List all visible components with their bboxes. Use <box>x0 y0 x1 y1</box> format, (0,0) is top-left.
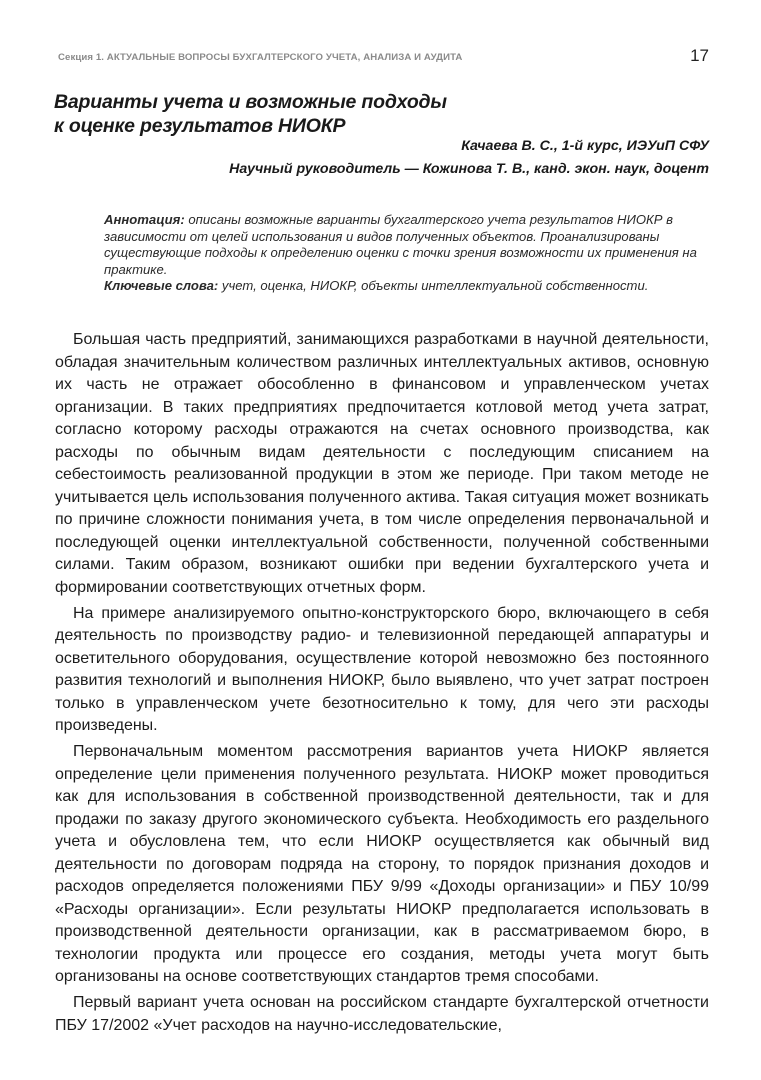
page-number: 17 <box>690 46 709 65</box>
article-title <box>54 90 447 138</box>
paragraph: Большая часть предприятий, занимающихся разработками в научной деятельности, обладая значительным количеством различных интеллектуальных активов, основную их часть не отражает обособленно в финансовом и управленческом учетах организации. В таких предприятиях предпочитается котловой метод учета затрат, согласно которому расходы отражаются на счетах основного производства, как расходы по обычным видам деятельности с последующим списанием на себестоимость реализованной продукции в этом же периоде. При таком методе не учитывается цель использования полученного актива. Такая ситуация может возникать по причине сложности понимания учета, в том числе определения первоначальной и последующей оценки интеллектуальной собственности, полученной собственными силами. Таким образом, возникают ошибки при ведении бухгалтерского учета и формировании соответствующих отчетных форм. <box>55 331 709 596</box>
keywords-text: учет, оценка, НИОКР, объекты интеллектуальной собственности. <box>218 278 649 294</box>
title-line-2: к оценке результатов НИОКР <box>54 115 346 137</box>
author-line: Качаева В. С., 1-й курс, ИЭУиП СФУ <box>461 138 709 154</box>
keywords-label: Ключевые слова: <box>104 278 219 294</box>
paragraph: На примере анализируемого опытно-конструкторского бюро, включающего в себя деятельность по производству радио- и телевизионной передающей аппаратуры и осветительного оборудования, осуществление которой невозможно без постоянного развития технологий и выполнения НИОКР, было выявлено, что учет затрат построен только в управленческом учете безотносительно к тому, для чего эти расходы произведены. <box>55 604 709 734</box>
keywords <box>104 278 710 295</box>
title-line-1: Варианты учета и возможные подходы <box>54 91 447 113</box>
paragraph: Первоначальным моментом рассмотрения вариантов учета НИОКР является определение цели применения полученного результата. НИОКР может проводиться как для использования в собственной производственной деятельности, так и для продажи по заказу другого экономического субъекта. Необходимость его раздельного учета и обусловлена тем, что если НИОКР осуществляется как обычный вид деятельности по договорам подряда на сторону, то порядок признания доходов и расходов определяется положениями ПБУ 9/99 «Доходы организации» и ПБУ 10/99 «Расходы организации». Если результаты НИОКР предполагается использовать в производственной деятельности организации, как в рассматриваемом бюро, в технологии продукта или процессе его создания, методы учета могут быть организованы на основе соответствующих стандартов тремя способами. <box>55 743 709 985</box>
article-body <box>55 329 709 1041</box>
abstract-block <box>104 212 710 295</box>
running-head: Секция 1. АКТУАЛЬНЫЕ ВОПРОСЫ БУХГАЛТЕРСКОГО УЧЕТА, АНАЛИЗА И АУДИТА <box>58 52 463 63</box>
abstract-text: описаны возможные варианты бухгалтерского учета результатов НИОКР в зависимости от целей использования и видов полученных объектов. Проанализированы существующие подходы к определению оценки с точки зрения возможности их применения на практике. <box>104 212 697 277</box>
paragraph: Первый вариант учета основан на российском стандарте бухгалтерской отчетности ПБУ 17/2002 «Учет расходов на научно-исследовательские, <box>55 994 709 1034</box>
abstract-label: Аннотация: <box>104 212 185 227</box>
abstract <box>104 212 710 278</box>
supervisor-line: Научный руководитель — Кожинова Т. В., канд. экон. наук, доцент <box>229 161 709 177</box>
